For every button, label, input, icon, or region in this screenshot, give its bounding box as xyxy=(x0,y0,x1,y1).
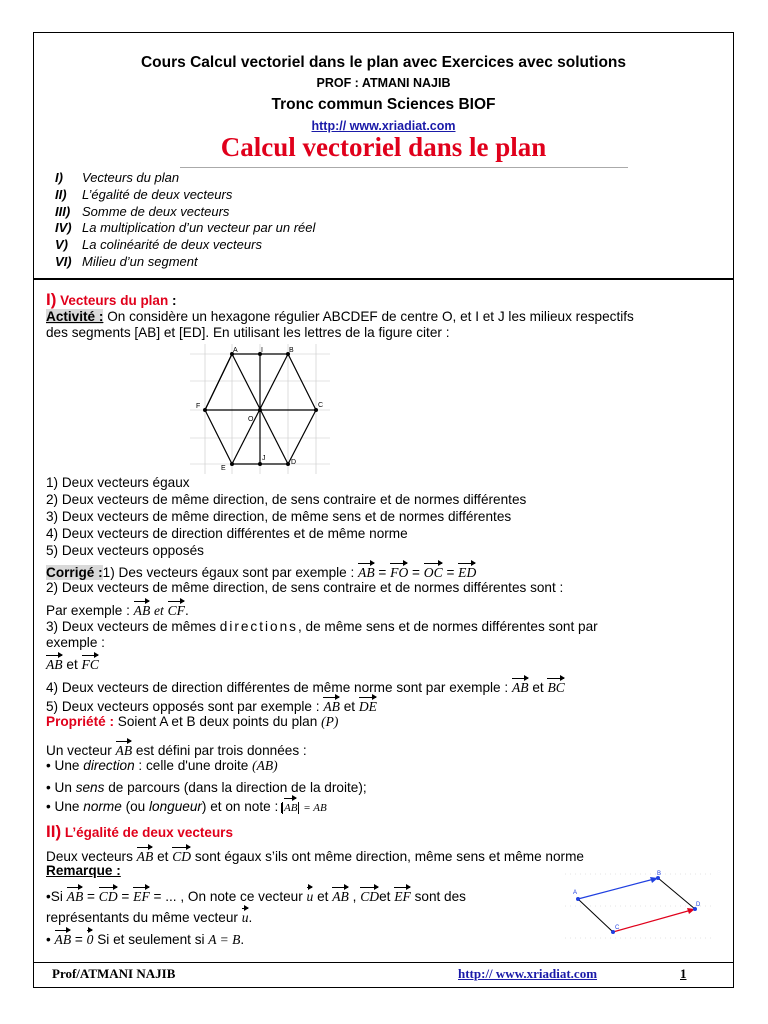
label-I: I xyxy=(261,347,263,354)
question-1: 1) Deux vecteurs égaux xyxy=(46,475,190,490)
toc-item: IV) La multiplication d’un vecteur par un réel xyxy=(55,220,316,236)
remarque-line-1: •Si AB = CD = EF = ... , On note ce vecteur u et AB , CDet EF sont des xyxy=(46,886,466,905)
question-2: 2) Deux vecteurs de même direction, de sens contraire et de normes différentes xyxy=(46,492,527,507)
toc-item: VI) Milieu d’un segment xyxy=(55,253,198,269)
activity-line-2: des segments [AB] et [ED]. En utilisant les lettres de la figure citer : xyxy=(46,325,450,340)
parallelogram-figure xyxy=(565,866,715,950)
definition-intro: Un vecteur AB est défini par trois données : xyxy=(46,740,307,759)
activity-line-1: Activité : On considère un hexagone régulier ABCDEF de centre O, et I et J les milieux respectifs xyxy=(46,309,634,324)
corrige-line-3c: AB et FC xyxy=(46,654,99,673)
definition-bullet-norme: • Une norme (ou longueur) et on note : AB = AB xyxy=(46,799,327,814)
norm-AB: AB xyxy=(282,802,299,814)
label-A: A xyxy=(233,347,238,354)
header-link[interactable]: http:// www.xriadiat.com xyxy=(311,119,456,133)
toc-item: V) La colinéarité de deux vecteurs xyxy=(55,237,262,253)
toc-item: III) Somme de deux vecteurs xyxy=(55,203,230,219)
remarque-line-3: • AB = 0 Si et seulement si A = B. xyxy=(46,929,244,948)
corrige-line-1: Corrigé :1) Des vecteurs égaux sont par exemple : AB = FO = OC = ED xyxy=(46,562,476,581)
label-A2: A xyxy=(573,890,578,896)
equality-definition: Deux vecteurs AB et CD sont égaux s’ils ont même direction, même sens et même norme xyxy=(46,846,584,865)
chapter-title: Calcul vectoriel dans le plan xyxy=(220,132,547,162)
corrige-line-3: 3) Deux vecteurs de mêmes directions, de même sens et de normes différentes sont par xyxy=(46,619,598,634)
question-5: 5) Deux vecteurs opposés xyxy=(46,543,204,558)
page-number: 1 xyxy=(680,966,687,981)
definition-bullet-direction: • Une direction : celle d'une droite (AB) xyxy=(46,758,278,773)
corrige-line-2b: Par exemple : AB et CF. xyxy=(46,600,189,619)
section-1-heading: I) Vecteurs du plan : xyxy=(46,290,177,309)
label-C: C xyxy=(318,402,324,409)
question-4: 4) Deux vecteurs de direction différentes et de même norme xyxy=(46,526,408,541)
label-B: B xyxy=(289,347,294,354)
footer-divider xyxy=(33,962,734,963)
table-of-contents xyxy=(55,170,315,271)
course-title: Cours Calcul vectoriel dans le plan avec Exercices avec solutions xyxy=(140,54,627,71)
propriete-line: Propriété : Soient A et B deux points du plan (P) xyxy=(46,714,339,729)
footer-link[interactable]: http:// www.xriadiat.com xyxy=(458,966,598,981)
label-J: J xyxy=(262,455,266,462)
label-F: F xyxy=(196,403,201,410)
title-divider xyxy=(180,167,628,168)
hexagon-figure xyxy=(190,344,330,474)
corrige-line-4: 4) Deux vecteurs de direction différentes de même norme sont par exemple : AB et BC xyxy=(46,677,565,696)
label-O: O xyxy=(248,416,254,423)
prof-name: PROF : ATMANI NAJIB xyxy=(316,76,451,90)
label-B2: B xyxy=(657,871,662,877)
remarque-line-2: représentants du même vecteur u. xyxy=(46,907,252,926)
toc-item: II) L’égalité de deux vecteurs xyxy=(55,186,233,202)
definition-bullet-sens: • Un sens de parcours (dans la direction de la droite); xyxy=(46,780,367,795)
corrige-line-5: 5) Deux vecteurs opposés sont par exemple : AB et DE xyxy=(46,696,377,715)
remarque-label: Remarque : xyxy=(46,863,121,878)
label-D: D xyxy=(291,459,297,466)
question-3: 3) Deux vecteurs de même direction, de même sens et de normes différentes xyxy=(46,509,512,524)
footer-author: Prof/ATMANI NAJIB xyxy=(52,966,176,981)
corrige-line-2: 2) Deux vecteurs de même direction, de sens contraire et de normes différentes sont : xyxy=(46,580,564,595)
corrige-line-3b: exemple : xyxy=(46,635,105,650)
label-D2: D xyxy=(696,902,701,908)
label-E: E xyxy=(221,465,226,472)
toc-item: I) Vecteurs du plan xyxy=(55,170,180,185)
level-title: Tronc commun Sciences BIOF xyxy=(271,96,496,113)
section-2-heading: II) L’égalité de deux vecteurs xyxy=(46,822,233,841)
label-C2: C xyxy=(615,925,620,931)
